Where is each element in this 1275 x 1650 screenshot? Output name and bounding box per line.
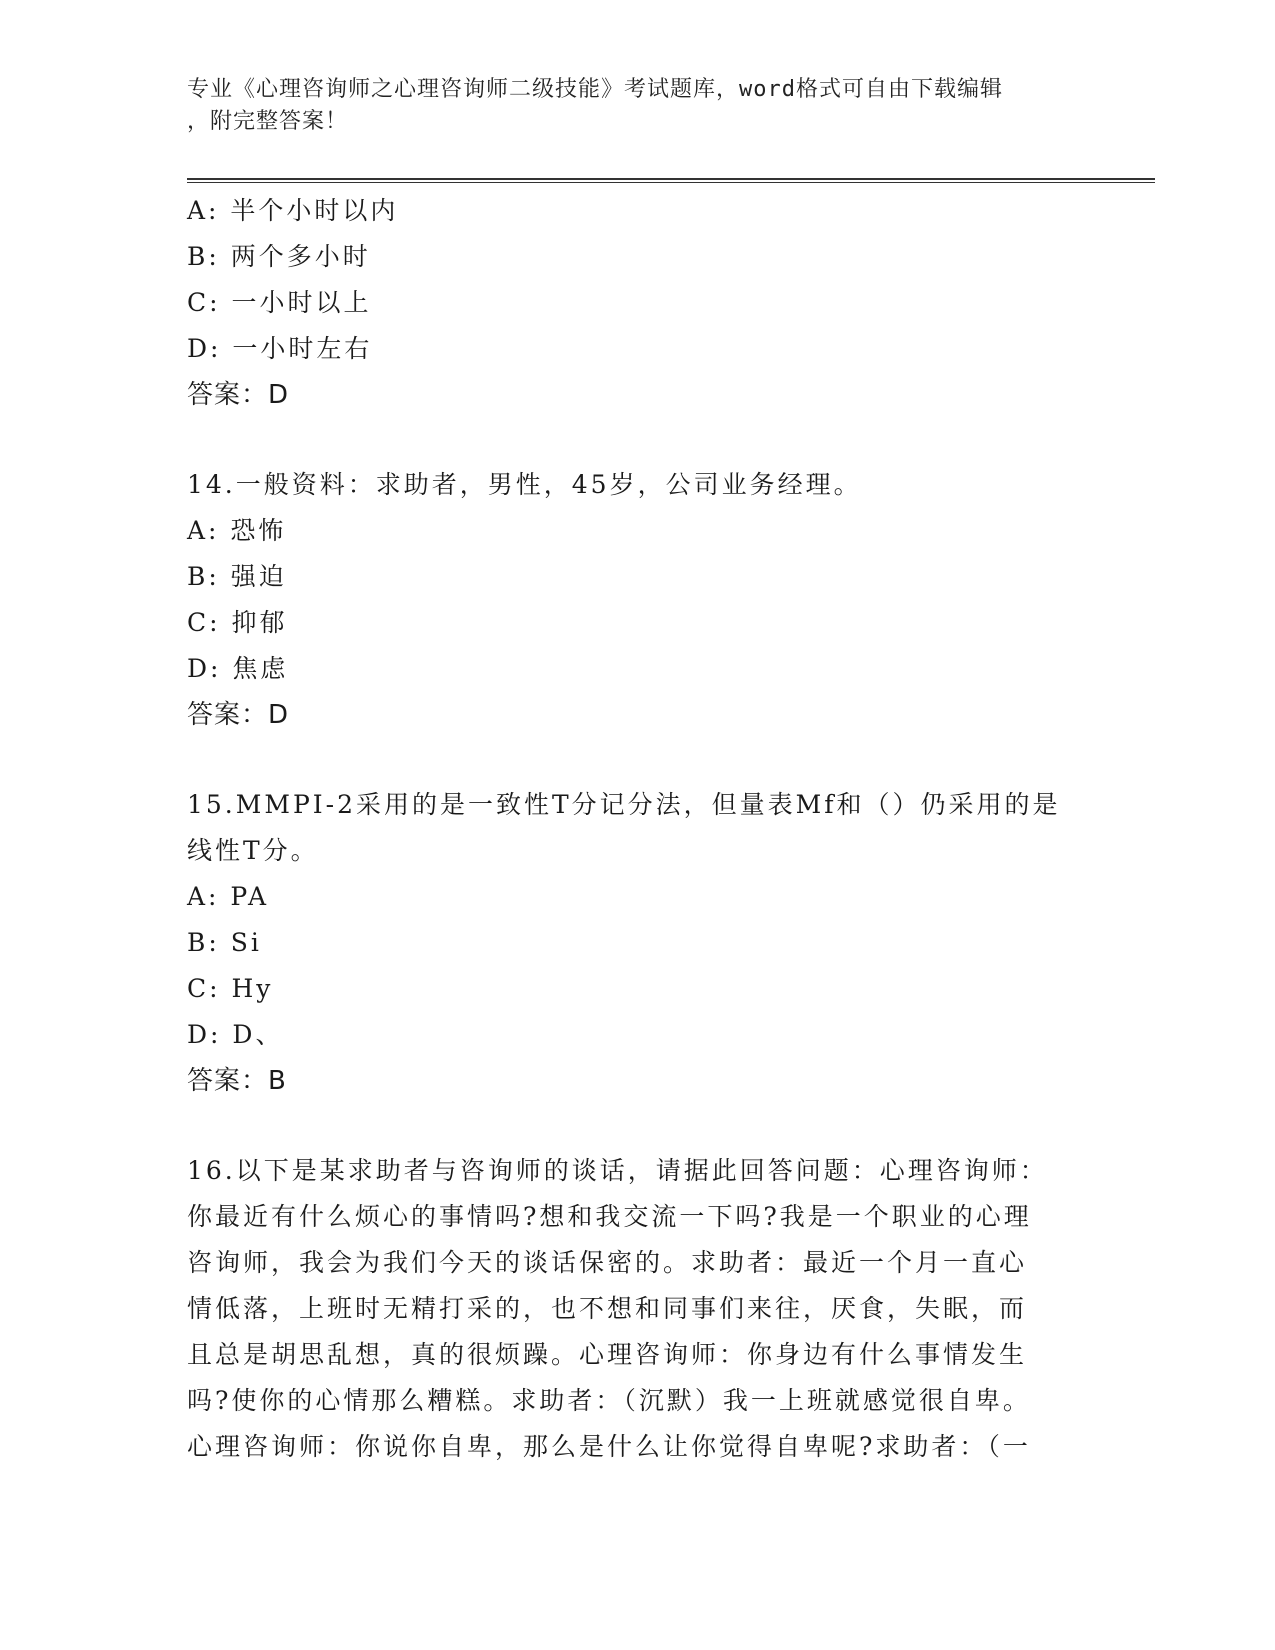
stem-line: 16.以下是某求助者与咨询师的谈话，请据此回答问题：心理咨询师： bbox=[187, 1156, 1048, 1185]
question-stem bbox=[187, 782, 1067, 874]
stem-line: 线性T分。 bbox=[187, 836, 319, 865]
option-d: D: 一小时左右 bbox=[187, 334, 373, 363]
stem-line: 心理咨询师：你说你自卑，那么是什么让你觉得自卑呢?求助者：（一 bbox=[187, 1432, 1031, 1461]
option-c: C: 一小时以上 bbox=[187, 288, 372, 317]
option-d: D: D、 bbox=[187, 1020, 284, 1049]
option-b: B: 强迫 bbox=[187, 562, 287, 591]
option-a: A: 恐怖 bbox=[187, 516, 287, 545]
question-stem: 14.一般资料：求助者，男性，45岁，公司业务经理。 bbox=[187, 470, 862, 499]
stem-line: 15.MMPI-2采用的是一致性T分记分法，但量表Mf和（）仍采用的是 bbox=[187, 790, 1061, 819]
header-title-line-1: 专业《心理咨询师之心理咨询师二级技能》考试题库，word格式可自由下载编辑 bbox=[187, 77, 1003, 102]
question-13 bbox=[187, 188, 1087, 418]
stem-line: 情低落，上班时无精打采的，也不想和同事们来往，厌食，失眠，而 bbox=[187, 1294, 1028, 1323]
header-divider bbox=[187, 178, 1155, 183]
stem-line: 吗?使你的心情那么糟糕。求助者：（沉默）我一上班就感觉很自卑。 bbox=[187, 1386, 1031, 1415]
question-15 bbox=[187, 782, 1087, 1104]
answer-label: 答案：D bbox=[187, 380, 290, 410]
option-b: B: 两个多小时 bbox=[187, 242, 371, 271]
option-b: B: Si bbox=[187, 928, 262, 957]
document-header bbox=[187, 74, 1067, 138]
answer-label: 答案：B bbox=[187, 1066, 287, 1096]
option-c: C: Hy bbox=[187, 974, 274, 1003]
stem-line: 你最近有什么烦心的事情吗?想和我交流一下吗?我是一个职业的心理 bbox=[187, 1202, 1032, 1231]
header-title-line-2: ，附完整答案！ bbox=[187, 109, 349, 134]
stem-line: 且总是胡思乱想，真的很烦躁。心理咨询师：你身边有什么事情发生 bbox=[187, 1340, 1028, 1369]
question-16 bbox=[187, 1148, 1087, 1470]
answer-label: 答案：D bbox=[187, 700, 290, 730]
question-stem bbox=[187, 1148, 1067, 1470]
option-a: A: PA bbox=[187, 882, 270, 911]
option-a: A: 半个小时以内 bbox=[187, 196, 399, 225]
question-content bbox=[187, 188, 1087, 1470]
option-d: D: 焦虑 bbox=[187, 654, 289, 683]
option-c: C: 抑郁 bbox=[187, 608, 288, 637]
question-14 bbox=[187, 462, 1087, 738]
stem-line: 咨询师，我会为我们今天的谈话保密的。求助者：最近一个月一直心 bbox=[187, 1248, 1028, 1277]
